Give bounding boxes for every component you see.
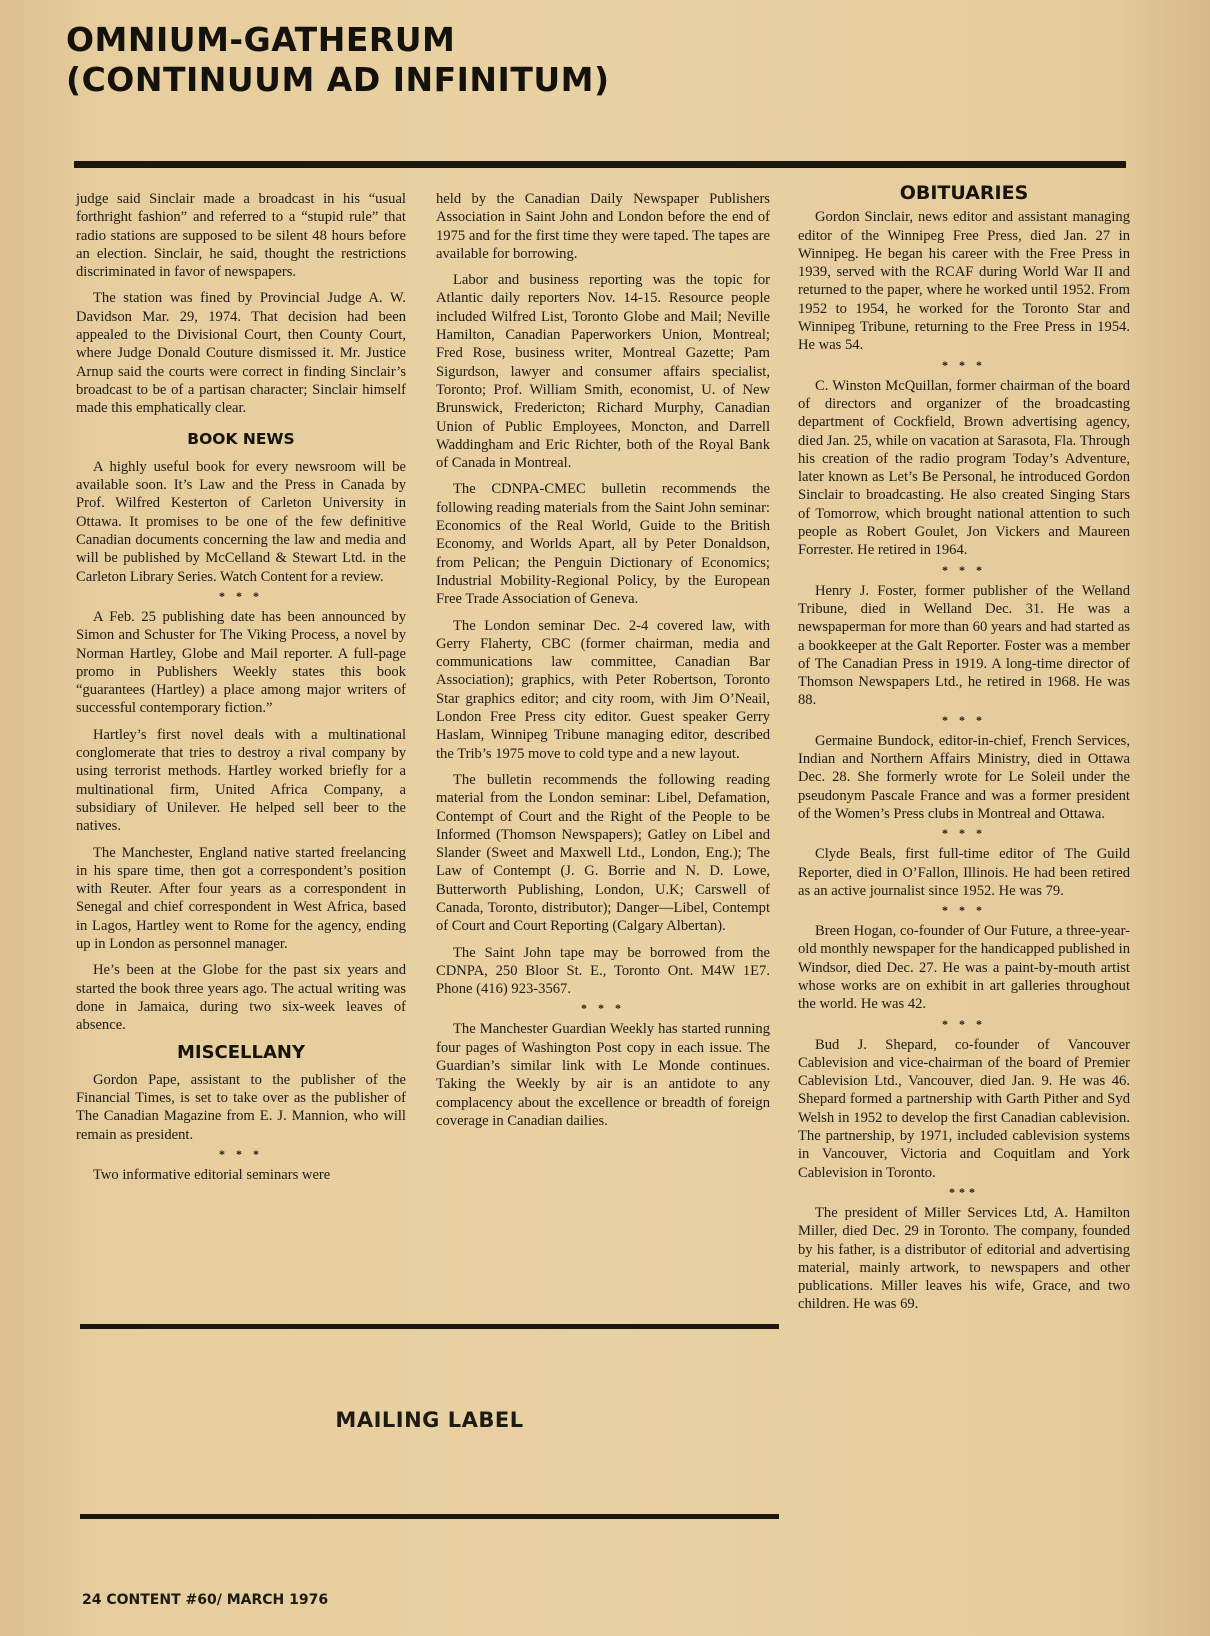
article-paragraph: A Feb. 25 publishing date has been announced by Simon and Schuster for The Viking Process, a novel by Norman Hartley, Globe and Mail reporter. A full-page promo in Publishers Weekly states this book “guarantees (Hartley) a place among major writers of successful contemporary fiction.” [76,608,406,717]
article-paragraph: Gordon Pape, assistant to the publisher of the Financial Times, is set to take over as the publisher of The Canadian Magazine from E. J. Mannion, who will remain as president. [76,1071,406,1143]
article-paragraph: The CDNPA-CMEC bulletin recommends the following reading materials from the Saint John seminar: Economics of the Real World, Guide to the British Economy, and Worlds Apart, all by Peter Donaldson, from Pelican; the Penguin Dictionary of Economics; Industrial Mobility-Regional Policy, by the European Free Trade Association of Geneva. [436,481,770,608]
article-paragraph: He’s been at the Globe for the past six years and started the book three years ago. The actual writing was done in Jamaica, during two six-week leaves of absence. [76,962,406,1034]
obituary-entry: C. Winston McQuillan, former chairman of the board of directors and organizer of the broadcasting department of Cockfield, Brown advertising agency, died Jan. 25, while on vacation at Sarasota, Fla. Through his creation of the radio program Today’s Adventure, later known as Let’s Be Personal, he introduced Gordon Sinclair to broadcasting. He also created Singing Stars of Tomorrow, which brought national attention to such people as Robert Goulet, Jon Vickers and Maureen Forrester. He retired in 1964. [798,377,1130,559]
obituary-entry: The president of Miller Services Ltd, A. Hamilton Miller, died Dec. 29 in Toronto. The company, founded by his father, is a distributor of editorial and advertising material, mainly artwork, to newspapers and other publications. Miller leaves his wife, Grace, and two children. He was 69. [798,1204,1130,1313]
obituary-entry: Henry J. Foster, former publisher of the Welland Tribune, died in Welland Dec. 31. He was a newspaperman for more than 60 years and had started as a bookkeeper at the Galt Reporter. Foster was a member of The Canadian Press in 1919. A long-time director of Thomson Newspapers Ltd., he retired in 1968. He was 88. [798,582,1130,709]
mailing-label-bottom-rule [80,1514,779,1519]
article-paragraph: The station was fined by Provincial Judge A. W. Davidson Mar. 29, 1974. That decision had been appealed to the Divisional Court, then County Court, where Judge Donald Couture dismissed it. Mr. Justice Arnup said the courts were correct in finding Sinclair’s broadcast to be of a partisan character; Sinclair himself made this emphatically clear. [76,290,406,417]
article-paragraph: Hartley’s first novel deals with a multinational conglomerate that tries to destroy a rival company by using terrorist methods. Hartley worked briefly for a multinational firm, United Africa Company, a subsidiary of Unilever. He helped sell beer to the natives. [76,726,406,835]
section-separator: * * * [581,1001,625,1016]
section-separator: * * * [942,712,986,727]
article-paragraph: The bulletin recommends the following reading material from the London seminar: Libel, Defamation, Contempt of Court and the Right of the People to be Informed (Thomson Newspapers); Gatley on Libel and Slander (Sweet and Maxwell Ltd., London, Eng.); The Law of Contempt (J. G. Borrie and N. D. Lowe, Butterworth Publishing, London, U.K; Carswell of Canada, Toronto, distributor); Danger—Libel, Contempt of Court and Court Reporting (Calgary Albertan). [436,771,770,935]
masthead-line-2: (CONTINUUM AD INFINITUM) [66,60,610,99]
page-footer: 24 CONTENT #60/ MARCH 1976 [82,1592,329,1608]
section-separator: * * * [942,826,986,841]
article-paragraph: The Manchester Guardian Weekly has started running four pages of Washington Post copy in each issue. The Guardian’s similar link with Le Monde continues. Taking the Weekly by air is an antidote to any complacency about the excellence or breadth of foreign coverage in Canadian dailies. [436,1021,770,1129]
section-separator: * * * [219,1146,263,1161]
article-paragraph: held by the Canadian Daily Newspaper Publishers Association in Saint John and London before the end of 1975 and for the first time they were taped. The tapes are available for borrowing. [436,191,770,262]
article-paragraph: The London seminar Dec. 2-4 covered law, with Gerry Flaherty, CBC (former chairman, media and communications law committee, Canadian Bar Association); graphics, with Peter Robertson, Toronto Star graphics editor; and city room, with Jim O’Neail, London Free Press city editor. Guest speaker Gerry Haslam, Winnipeg Tribune managing editor, described the Trib’s 1975 move to cold type and a new layout. [436,617,770,762]
column-obituaries [798,184,1130,1322]
obituary-entry: Clyde Beals, first full-time editor of The Guild Reporter, died in O’Fallon, Illinois. He had been retired as an active journalist since 1952. He was 79. [798,846,1130,899]
book-news-heading: BOOK NEWS [187,429,295,448]
mailing-label-top-rule [80,1324,779,1329]
section-separator: * * * [942,1016,986,1031]
top-rule [74,161,1126,168]
column-middle [436,190,770,1138]
obituary-entry: Bud J. Shepard, co-founder of Vancouver Cablevision and vice-chairman of the board of Premier Cablevision Ltd., Vancouver, died Jan. 9. He was 46. Shepard formed a partnership with Garth Pither and Syd Welsh in 1952 to develop the first Canadian cablevision. The partnership, by 1971, included cablevision systems in Vancouver, Victoria and Coquitlam and York Cablevision in Toronto. [798,1036,1130,1181]
article-paragraph: Two informative editorial seminars were [93,1166,331,1183]
article-paragraph: The Saint John tape may be borrowed from the CDNPA, 250 Bloor St. E., Toronto Ont. M4W 1E7. Phone (416) 923-3567. [436,944,770,998]
section-separator: *** [949,1184,979,1199]
obituary-entry: Gordon Sinclair, news editor and assistant managing editor of the Winnipeg Free Press, died Jan. 27 in Winnipeg. He began his career with the Free Press in 1939, served with the RCAF during World War II and returned to the paper, where he worked until 1952. From 1952 to 1954, he worked for the Toronto Star and Winnipeg Tribune, returning to the Free Press in 1954. He was 54. [798,209,1130,354]
article-paragraph: judge said Sinclair made a broadcast in his “usual forthright fashion” and referred to a “stupid rule” that radio stations are supposed to be silent 48 hours before an election. Sinclair, he said, thought the restrictions discriminated in favor of newspapers. [76,191,406,281]
masthead-line-1: OMNIUM-GATHERUM [66,20,456,59]
obituary-entry: Breen Hogan, co-founder of Our Future, a three-year-old monthly newspaper for the handicapped published in Windsor, died Dec. 27. He was a paint-by-mouth artist whose works are on exhibit in art galleries throughout the world. He was 42. [798,923,1130,1013]
masthead [66,20,610,100]
article-paragraph: Labor and business reporting was the topic for Atlantic daily reporters Nov. 14-15. Resource people included Wilfred List, Toronto Globe and Mail; Neville Hamilton, Canadian Paperworkers Union, Montreal; Fred Rose, business writer, Montreal Gazette; Pam Sigurdson, lawyer and consumer affairs specialist, Toronto; Prof. William Smith, economist, U. of New Brunswick, Fredericton; Richard Murphy, Canadian Union of Public Employees, Moncton, and Darrell Waddingham and Eric Richter, both of the Royal Bank of Canada in Montreal. [436,272,770,472]
obituaries-heading: OBITUARIES [899,182,1029,204]
article-paragraph: The Manchester, England native started freelancing in his spare time, then got a correspondent’s position with Reuter. After four years as a correspondent in Senegal and chief correspondent in West Africa, based in Lagos, Hartley went to Rome for the agency, ending up in London as personnel manager. [76,844,406,952]
section-separator: * * * [219,588,263,603]
article-paragraph: A highly useful book for every newsroom will be available soon. It’s Law and the Press in Canada by Prof. Wilfred Kesterton of Carleton University in Ottawa. It promises to be one of the few definitive Canadian documents concerning the law and media and will be published by McCelland & Stewart Ltd. in the Carleton Library Series. Watch Content for a review. [76,458,406,585]
mailing-label: MAILING LABEL [335,1408,524,1432]
column-left [76,190,406,1192]
miscellany-heading: MISCELLANY [176,1042,306,1064]
section-separator: * * * [942,357,986,372]
obituary-entry: Germaine Bundock, editor-in-chief, French Services, Indian and Northern Affairs Ministry, died in Ottawa Dec. 28. She formerly wrote for Le Soleil under the pseudonym Pascale France and was a former president of the Women’s Press clubs in Montreal and Ottawa. [798,732,1130,822]
section-separator: * * * [942,562,986,577]
section-separator: * * * [942,903,986,918]
